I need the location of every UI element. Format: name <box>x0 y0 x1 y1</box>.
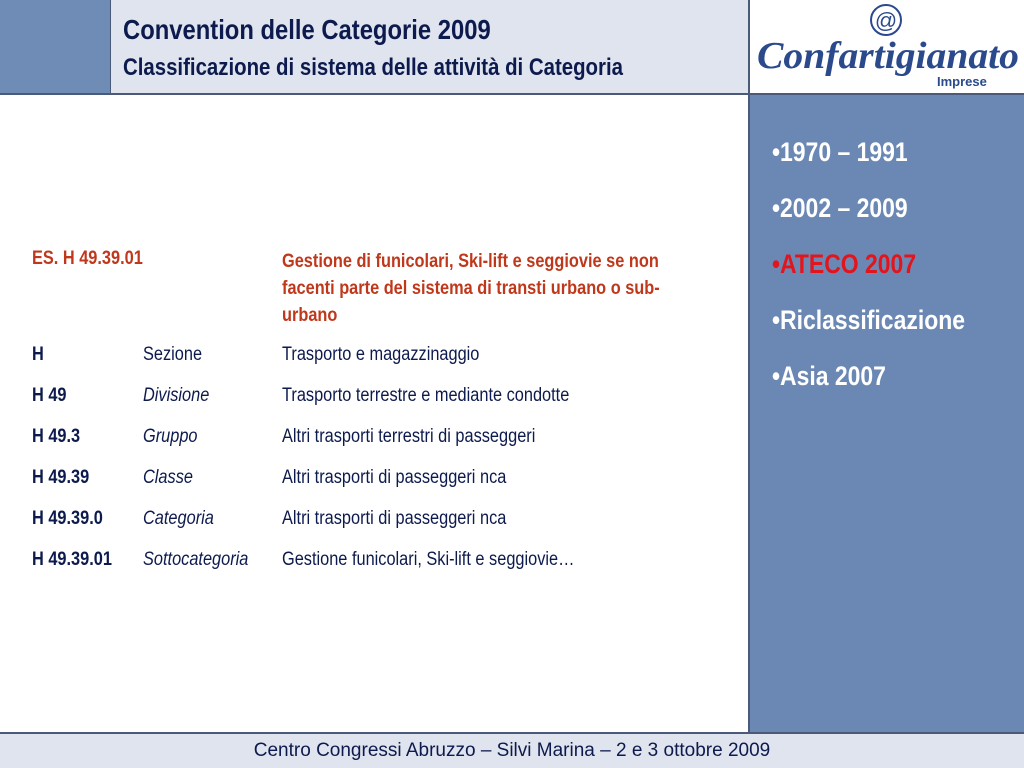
sidebar-item-1970-1991: •1970 – 1991 <box>772 137 908 167</box>
row-code: H <box>32 344 44 365</box>
row-level: Classe <box>143 467 193 488</box>
row-code: H 49.3 <box>32 426 81 447</box>
row-level: Divisione <box>143 385 210 406</box>
slide-header <box>111 0 748 94</box>
row-description: Trasporto terrestre e mediante condotte <box>282 385 570 406</box>
row-code: H 49.39 <box>32 467 90 488</box>
logo-graphic <box>749 0 1024 94</box>
row-description: Gestione funicolari, Ski-lift e seggiovie… <box>282 549 575 570</box>
example-code: ES. H 49.39.01 <box>32 248 143 269</box>
row-description: Trasporto e magazzinaggio <box>282 344 480 365</box>
row-code: H 49.39.0 <box>32 508 103 529</box>
row-level: Sezione <box>143 344 203 365</box>
example-description: Gestione di funicolari, Ski-lift e seggiovie se non facenti parte del sistema di transti urbano o sub-urbano <box>282 251 660 326</box>
row-level: Categoria <box>143 508 214 529</box>
page-subtitle: Classificazione di sistema delle attività di Categoria <box>123 54 623 81</box>
footer-text: Centro Congressi Abruzzo – Silvi Marina – 2 e 3 ottobre 2009 <box>253 740 771 761</box>
row-description: Altri trasporti di passeggeri nca <box>282 467 507 488</box>
logo-symbol: @ <box>874 8 898 33</box>
header-left-block <box>0 0 110 94</box>
sidebar-list <box>772 135 999 415</box>
logo-tagline: Imprese <box>937 74 987 89</box>
row-code: H 49.39.01 <box>32 549 112 570</box>
row-description: Altri trasporti di passeggeri nca <box>282 508 507 529</box>
sidebar-item-2002-2009: •2002 – 2009 <box>772 193 908 223</box>
sidebar-item-asia-2007: •Asia 2007 <box>772 361 886 391</box>
sidebar <box>750 95 1024 732</box>
row-level: Gruppo <box>143 426 198 447</box>
row-description: Altri trasporti terrestri di passeggeri <box>282 426 536 447</box>
row-level: Sottocategoria <box>143 549 249 570</box>
page-title: Convention delle Categorie 2009 <box>123 14 491 45</box>
logo-wordmark: Confartigianato <box>757 35 1019 77</box>
sidebar-item-ateco-2007: •ATECO 2007 <box>772 249 917 279</box>
sidebar-item-riclassificazione: •Riclassificazione <box>772 305 966 335</box>
slide-footer <box>0 732 1024 768</box>
row-code: H 49 <box>32 385 67 406</box>
confartigianato-logo <box>749 0 1024 94</box>
